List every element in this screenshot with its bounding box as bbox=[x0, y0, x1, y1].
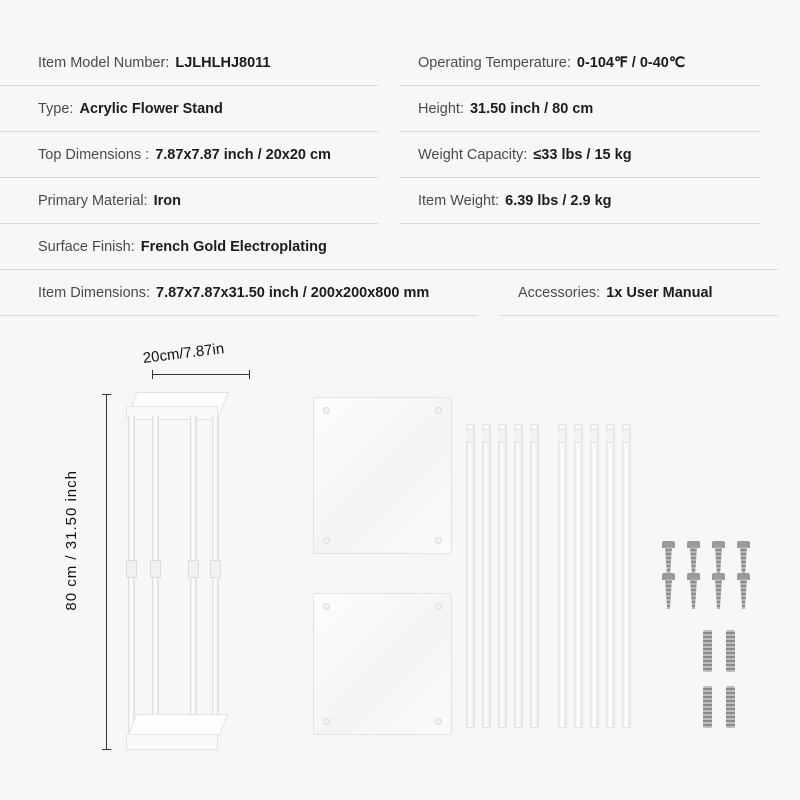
screw-head bbox=[687, 541, 700, 548]
screw bbox=[689, 573, 698, 609]
rod-joint bbox=[606, 429, 613, 443]
spec-cell-type bbox=[0, 86, 378, 132]
rod-joint bbox=[558, 429, 565, 443]
top-dimension-label: 20cm/7.87in bbox=[141, 340, 226, 367]
stand-rod bbox=[622, 424, 631, 728]
panel-hole bbox=[435, 603, 442, 610]
spec-value: Iron bbox=[153, 192, 181, 209]
spec-label: Height: bbox=[418, 100, 464, 117]
spec-cell-item-dimensions bbox=[0, 270, 478, 316]
top-dimension-line bbox=[152, 374, 250, 375]
stand-connector bbox=[188, 560, 199, 578]
panel-hole bbox=[323, 603, 330, 610]
height-dimension-line bbox=[106, 394, 107, 750]
rod-joint bbox=[466, 429, 473, 443]
spec-label: Operating Temperature: bbox=[418, 54, 571, 71]
acrylic-panel bbox=[313, 397, 452, 554]
screw bbox=[689, 541, 698, 577]
spec-value: French Gold Electroplating bbox=[140, 238, 327, 255]
spec-label: Accessories: bbox=[518, 284, 601, 301]
spec-cell-surface-finish bbox=[0, 224, 778, 270]
stand-rod bbox=[482, 424, 491, 728]
rod-joint bbox=[514, 429, 521, 443]
rod-joint bbox=[590, 429, 597, 443]
spec-row bbox=[0, 132, 800, 178]
screw-body bbox=[715, 579, 722, 609]
screw-head bbox=[662, 541, 675, 548]
spec-row bbox=[0, 40, 800, 86]
spec-label: Item Model Number: bbox=[38, 54, 170, 71]
panel-hole bbox=[323, 407, 330, 414]
stand-base-plate-front bbox=[126, 734, 218, 750]
screw bbox=[714, 541, 723, 577]
stand-top-plate-front bbox=[126, 406, 218, 420]
spec-value: 7.87x7.87 inch / 20x20 cm bbox=[155, 146, 331, 163]
rod-group-right bbox=[558, 424, 644, 726]
rod-joint bbox=[498, 429, 505, 443]
panel-hole bbox=[435, 407, 442, 414]
spec-row bbox=[0, 270, 800, 316]
screw-head bbox=[737, 573, 750, 580]
stand-connector bbox=[210, 560, 221, 578]
stand-rod bbox=[466, 424, 475, 728]
rod-joint bbox=[574, 429, 581, 443]
screw-head bbox=[712, 573, 725, 580]
screw bbox=[739, 573, 748, 609]
spec-value: LJLHLHJ8011 bbox=[175, 54, 271, 71]
spec-label: Item Weight: bbox=[418, 192, 500, 209]
spec-cell-weight-capacity bbox=[400, 132, 760, 178]
spec-value: 31.50 inch / 80 cm bbox=[469, 100, 594, 117]
threaded-stud bbox=[726, 686, 735, 728]
screw-head bbox=[662, 573, 675, 580]
stand-base-plate bbox=[128, 714, 229, 736]
screw-head bbox=[737, 541, 750, 548]
rod-group-left bbox=[466, 424, 552, 726]
screw-head bbox=[687, 573, 700, 580]
screw bbox=[664, 541, 673, 577]
rod-joint bbox=[530, 429, 537, 443]
spec-cell-primary-material bbox=[0, 178, 378, 224]
panel-hole bbox=[323, 718, 330, 725]
spec-cell-top-dimensions bbox=[0, 132, 378, 178]
spec-row bbox=[0, 86, 800, 132]
spec-label: Surface Finish: bbox=[38, 238, 135, 255]
screw-head bbox=[712, 541, 725, 548]
stand-rod bbox=[514, 424, 523, 728]
stand-rod bbox=[590, 424, 599, 728]
panel-hole bbox=[435, 718, 442, 725]
stand-rod bbox=[606, 424, 615, 728]
spec-value: 7.87x7.87x31.50 inch / 200x200x800 mm bbox=[156, 284, 430, 301]
screw-body bbox=[740, 579, 747, 609]
threaded-stud bbox=[726, 630, 735, 672]
stand-rod bbox=[498, 424, 507, 728]
screw bbox=[664, 573, 673, 609]
height-dimension-label: 80 cm / 31.50 inch bbox=[63, 470, 80, 611]
stand-rod bbox=[530, 424, 539, 728]
rod-joint bbox=[622, 429, 629, 443]
panel-hole bbox=[323, 537, 330, 544]
rod-joint bbox=[482, 429, 489, 443]
screw bbox=[714, 573, 723, 609]
threaded-stud bbox=[703, 686, 712, 728]
specification-table bbox=[0, 40, 800, 316]
spec-label: Type: bbox=[38, 100, 74, 117]
spec-value: Acrylic Flower Stand bbox=[79, 100, 223, 117]
spec-cell-height bbox=[400, 86, 760, 132]
spec-value: ≤33 lbs / 15 kg bbox=[533, 146, 632, 163]
spec-cell-item-model-number bbox=[0, 40, 378, 86]
spec-value: 6.39 lbs / 2.9 kg bbox=[505, 192, 612, 209]
spec-cell-item-weight bbox=[400, 178, 760, 224]
panel-hole bbox=[435, 537, 442, 544]
spec-label: Item Dimensions: bbox=[38, 284, 151, 301]
acrylic-panel bbox=[313, 593, 452, 735]
stand-rod bbox=[574, 424, 583, 728]
spec-cell-accessories bbox=[500, 270, 778, 316]
spec-label: Top Dimensions : bbox=[38, 146, 150, 163]
stand-rod bbox=[558, 424, 567, 728]
spec-value: 0-104℉ / 0-40℃ bbox=[576, 54, 686, 71]
threaded-stud bbox=[703, 630, 712, 672]
screw bbox=[739, 541, 748, 577]
spec-label: Primary Material: bbox=[38, 192, 148, 209]
spec-label: Weight Capacity: bbox=[418, 146, 528, 163]
spec-value: 1x User Manual bbox=[606, 284, 713, 301]
screw-body bbox=[690, 579, 697, 609]
stand-connector bbox=[150, 560, 161, 578]
assembled-stand-illustration bbox=[124, 392, 230, 750]
spec-row bbox=[0, 224, 800, 270]
stand-connector bbox=[126, 560, 137, 578]
screw-body bbox=[665, 579, 672, 609]
spec-cell-operating-temperature bbox=[400, 40, 760, 86]
spec-row bbox=[0, 178, 800, 224]
